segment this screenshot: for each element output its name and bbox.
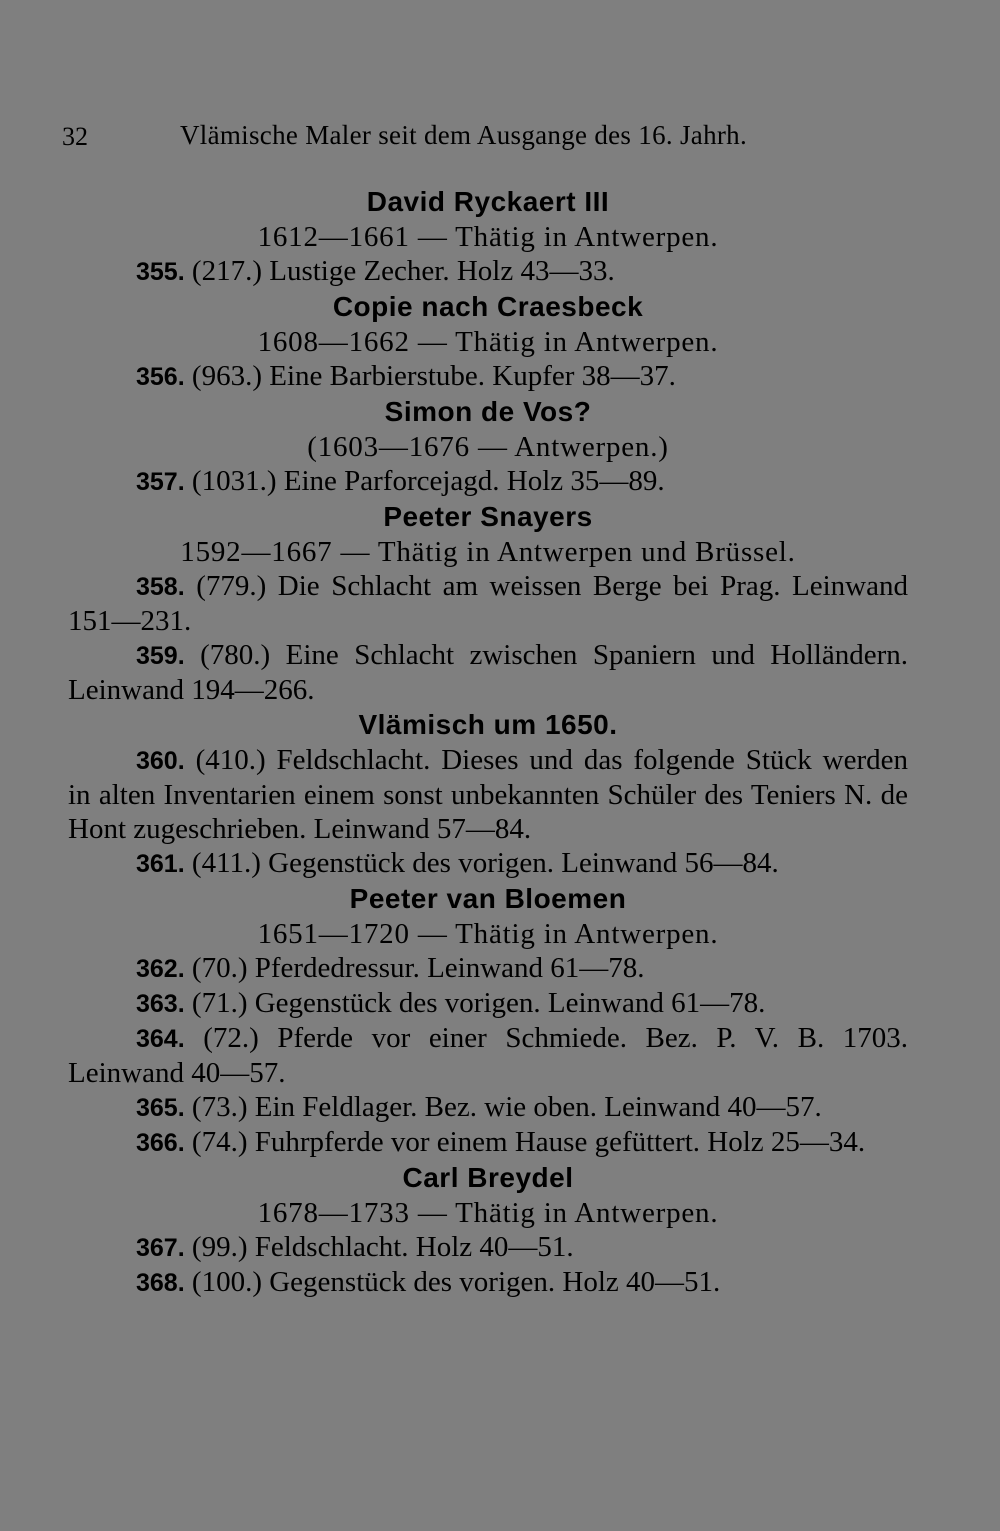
entry-number: 360. — [136, 747, 185, 775]
painter-name: Carl Breydel — [402, 1162, 574, 1193]
entry-number: 368. — [136, 1269, 185, 1297]
entry-text: (72.) Pferde vor einer Schmiede. Bez. P. V. B. 1703. Leinwand 40—57. — [68, 1022, 909, 1089]
entry-text: (73.) Ein Feldlager. Bez. wie oben. Leinwand 40—57. — [191, 1091, 822, 1123]
catalogue-entry — [68, 846, 908, 881]
catalogue-entry — [68, 1265, 908, 1300]
entry-text: (100.) Gegenstück des vorigen. Holz 40—51. — [191, 1266, 721, 1298]
catalogue-entry — [68, 1090, 908, 1125]
catalogue-entry — [68, 1125, 908, 1160]
painter-name: Simon de Vos? — [384, 396, 592, 427]
catalogue-entry — [68, 951, 908, 986]
painter-dates: 1612—1661 — Thätig in Antwerpen. — [257, 221, 719, 253]
catalogue-entry — [68, 1021, 908, 1090]
entry-text: (71.) Gegenstück des vorigen. Leinwand 61—78. — [191, 987, 766, 1019]
entry-text: (70.) Pferdedressur. Leinwand 61—78. — [191, 952, 645, 984]
catalogue-entry — [68, 464, 908, 499]
catalogue-entry — [68, 986, 908, 1021]
entry-text: (963.) Eine Barbierstube. Kupfer 38—37. — [191, 360, 676, 392]
entry-text: (74.) Fuhrpferde vor einem Hause gefüttert. Holz 25—34. — [191, 1126, 866, 1158]
running-title: Vlämische Maler seit dem Ausgange des 16. Jahrh. — [180, 120, 748, 150]
painter-dates: 1651—1720 — Thätig in Antwerpen. — [257, 918, 719, 950]
catalogue-entry — [68, 638, 908, 707]
page-number: 32 — [62, 122, 88, 151]
catalogue-body — [68, 184, 908, 1300]
entry-text: (411.) Gegenstück des vorigen. Leinwand 56—84. — [191, 847, 779, 879]
entry-text: (99.) Feldschlacht. Holz 40—51. — [191, 1231, 574, 1263]
painter-name: David Ryckaert III — [366, 186, 610, 217]
entry-number: 363. — [136, 990, 185, 1018]
painter-dates: 1592—1667 — Thätig in Antwerpen und Brüssel. — [180, 536, 796, 568]
catalogue-entry — [68, 569, 908, 638]
painter-name: Vlämisch um 1650. — [358, 709, 618, 740]
entry-text: (780.) Eine Schlacht zwischen Spaniern und Holländern. Leinwand 194—266. — [68, 639, 908, 706]
painter-name: Peeter Snayers — [383, 501, 593, 532]
painter-name: Copie nach Craesbeck — [332, 291, 644, 322]
painter-dates: 1678—1733 — Thätig in Antwerpen. — [257, 1197, 719, 1229]
entry-number: 356. — [136, 363, 185, 391]
catalogue-entry — [68, 1230, 908, 1265]
entry-number: 366. — [136, 1129, 185, 1157]
page-header — [0, 118, 1000, 158]
painter-dates: 1608—1662 — Thätig in Antwerpen. — [257, 326, 719, 358]
entry-number: 362. — [136, 955, 185, 983]
entry-text: (1031.) Eine Parforcejagd. Holz 35—89. — [191, 465, 665, 497]
entry-number: 359. — [136, 642, 185, 670]
entry-number: 364. — [136, 1025, 185, 1053]
catalogue-entry — [68, 743, 908, 846]
entry-number: 365. — [136, 1094, 185, 1122]
catalogue-entry — [68, 254, 908, 289]
entry-text: (217.) Lustige Zecher. Holz 43—33. — [191, 255, 615, 287]
painter-name: Peeter van Bloemen — [349, 883, 627, 914]
entry-number: 358. — [136, 573, 185, 601]
painter-dates: (1603—1676 — Antwerpen.) — [307, 431, 669, 463]
entry-number: 355. — [136, 258, 185, 286]
entry-number: 361. — [136, 850, 185, 878]
entry-text: (779.) Die Schlacht am weissen Berge bei Prag. Leinwand 151—231. — [68, 570, 908, 637]
entry-number: 367. — [136, 1234, 185, 1262]
catalogue-entry — [68, 359, 908, 394]
entry-number: 357. — [136, 468, 185, 496]
entry-text: (410.) Feldschlacht. Dieses und das folgende Stück werden in alten Inventarien einem sonst unbekannten Schüler des Teniers N. de Hont zugeschrieben. Leinwand 57—84. — [68, 744, 908, 845]
